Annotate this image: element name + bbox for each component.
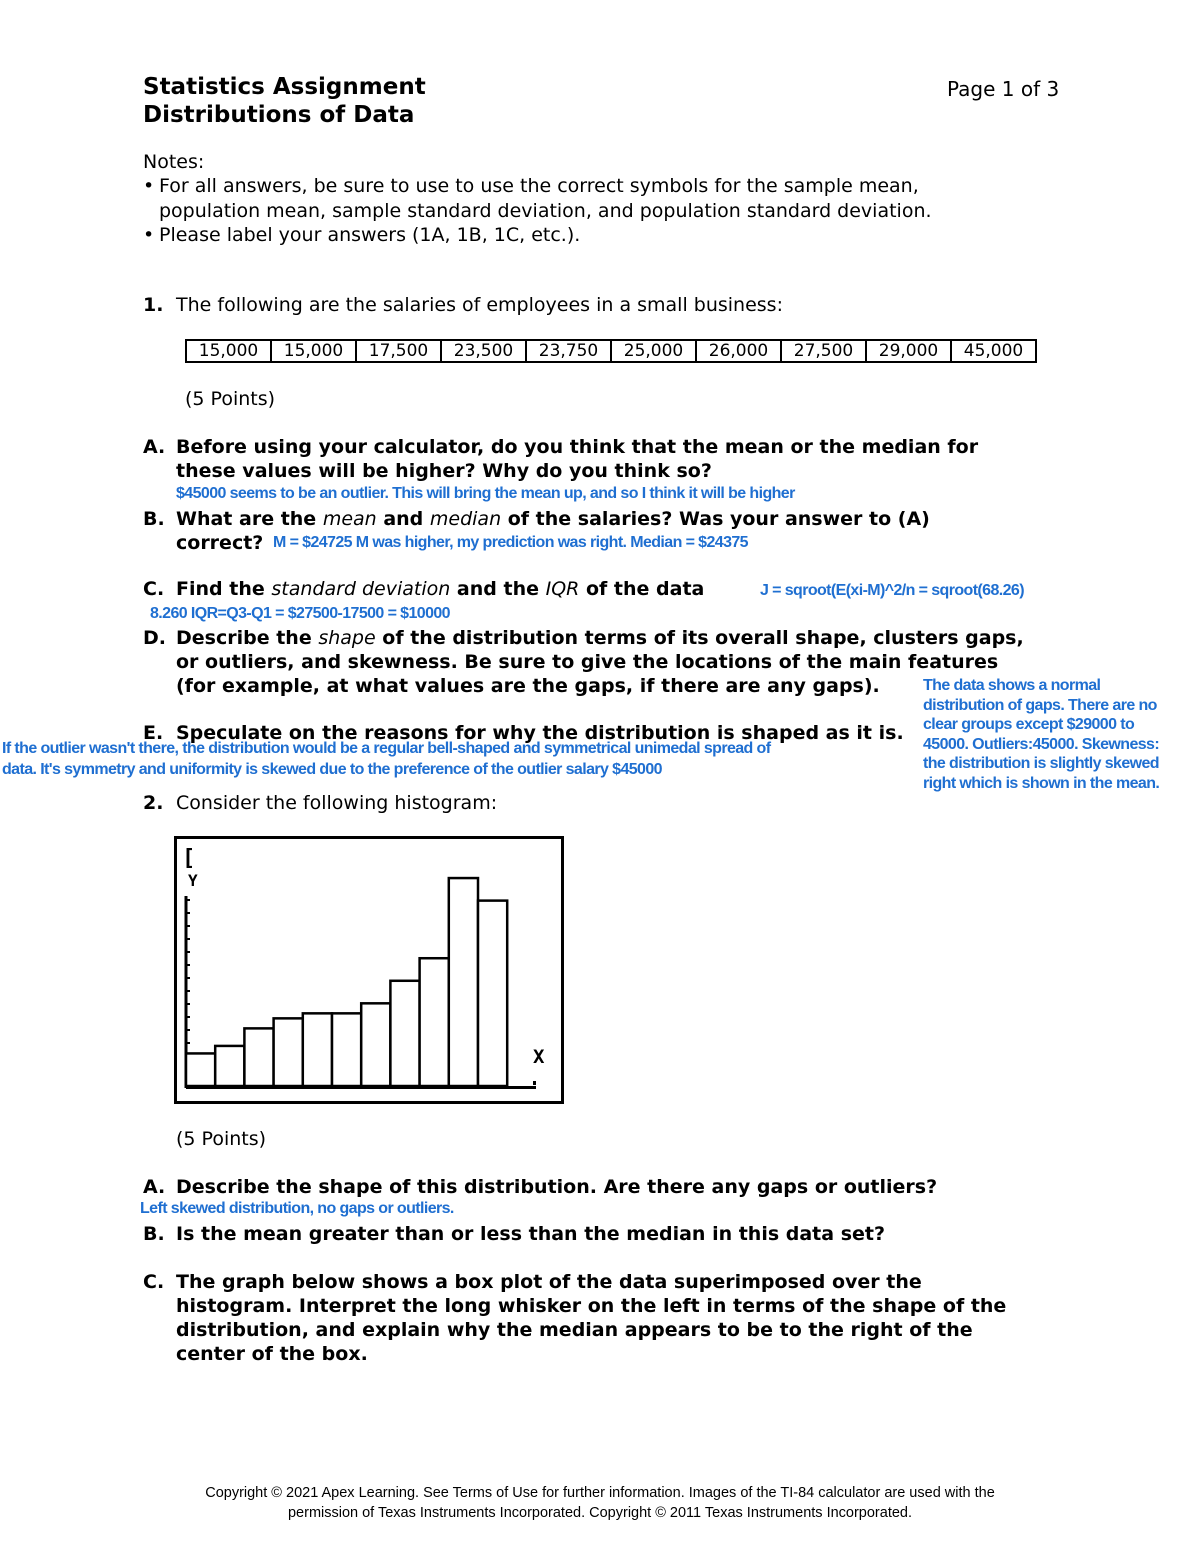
question-2-points: (5 Points) (176, 1128, 267, 1150)
question-2a (143, 1175, 937, 1199)
notes-item-2-text: Please label your answers (1A, 1B, 1C, etc.). (159, 224, 581, 246)
question-1-prompt (143, 293, 783, 318)
question-2b-label: B. (143, 1223, 165, 1245)
answer-1d-line: the distribution is slightly skewed (923, 755, 1159, 772)
question-1b-line-2: correct? (176, 532, 264, 554)
question-2a-label: A. (143, 1176, 166, 1198)
copyright-line-2: permission of Texas Instruments Incorporated. Copyright © 2011 Texas Instruments Incorporated. (287, 1505, 913, 1521)
answer-1d-line: right which is shown in the mean. (923, 774, 1160, 792)
question-1c-pre: Find the (176, 578, 272, 600)
histogram-bar (186, 1053, 215, 1086)
histogram-bar (390, 981, 419, 1086)
answer-1e-line-2: data. It's symmetry and uniformity is skewed due to the preference of the outlier salary $45000 (2, 761, 662, 778)
table-row (186, 340, 1036, 362)
question-1d-line-3: (for example, at what values are the gaps, if there are any gaps). (176, 675, 880, 697)
answer-1e-line-1: If the outlier wasn't there, the distribution would be a regular bell-shaped and symmetrical unimedal spread of (2, 740, 771, 757)
salary-cell: 29,000 (866, 340, 951, 362)
question-2c (143, 1270, 922, 1294)
question-1d (143, 626, 1024, 650)
question-1b-post: of the salaries? Was your answer to (A) (501, 508, 930, 530)
question-1b (143, 507, 930, 531)
histogram-bar (332, 1013, 361, 1086)
question-1b-pre: What are the (176, 508, 323, 530)
answer-1d-line: The data shows a normal (923, 677, 1101, 694)
salary-cell: 45,000 (951, 340, 1036, 362)
question-1a-label: A. (143, 436, 166, 458)
page-number: Page 1 of 3 (947, 77, 1060, 101)
question-1a-line-1: Before using your calculator, do you think that the mean or the median for (176, 436, 979, 458)
salary-cell: 15,000 (271, 340, 356, 362)
answer-2a: Left skewed distribution, no gaps or outliers. (140, 1200, 454, 1217)
cursor-dot (533, 1081, 536, 1085)
bullet: • (143, 175, 155, 197)
assignment-title: Statistics Assignment (143, 74, 426, 100)
x-axis-label: X (533, 1046, 545, 1068)
answer-1c-line-1: J = sqroot(E(xi-M)^2/n = sqroot(68.26) (760, 582, 1024, 599)
bullet: • (143, 224, 155, 246)
question-1d-pre: Describe the (176, 627, 319, 649)
question-1b-median: median (429, 508, 502, 530)
question-1-text: The following are the salaries of employees in a small business: (176, 294, 783, 316)
y-axis-bracket: [ (182, 846, 196, 871)
question-2c-line-3: distribution, and explain why the median appears to be to the right of the (176, 1319, 973, 1341)
histogram-bar (361, 1003, 390, 1086)
histogram-bar (244, 1028, 273, 1086)
answer-1d (923, 676, 1159, 793)
question-1a-line-2: these values will be higher? Why do you think so? (176, 460, 712, 482)
question-1c-iqr: IQR (545, 578, 580, 600)
answer-1d-line: 45000. Outliers:45000. Skewness: (923, 735, 1160, 753)
question-2c-line-2: histogram. Interpret the long whisker on the left in terms of the shape of the (176, 1295, 1007, 1317)
question-1c (143, 577, 704, 601)
question-1a (143, 435, 978, 459)
question-1e-label: E. (143, 722, 164, 744)
question-1c-label: C. (143, 578, 165, 600)
copyright-footer (0, 1483, 1200, 1523)
histogram-chart (174, 836, 564, 1104)
salary-cell: 23,750 (526, 340, 611, 362)
question-1c-post: of the data (579, 578, 705, 600)
notes-item-1-line-2: population mean, sample standard deviation, and population standard deviation. (159, 200, 932, 222)
salary-cell: 25,000 (611, 340, 696, 362)
salary-cell: 26,000 (696, 340, 781, 362)
question-2c-label: C. (143, 1271, 165, 1293)
assignment-subtitle: Distributions of Data (143, 102, 415, 128)
salary-cell: 23,500 (441, 340, 526, 362)
notes-item-2 (143, 223, 580, 248)
question-1b-label: B. (143, 508, 165, 530)
question-1b-and: and (376, 508, 430, 530)
question-1c-sd: standard deviation (271, 578, 451, 600)
question-2b (143, 1222, 885, 1246)
question-1-points: (5 Points) (185, 388, 276, 410)
question-2c-line-1: The graph below shows a box plot of the data superimposed over the (176, 1271, 922, 1293)
question-2-text: Consider the following histogram: (176, 792, 498, 814)
question-1b-mean: mean (322, 508, 377, 530)
question-2a-text: Describe the shape of this distribution. Are there any gaps or outliers? (176, 1176, 938, 1198)
question-1d-line-2: or outliers, and skewness. Be sure to give the locations of the main features (176, 651, 999, 673)
notes-heading: Notes: (143, 151, 205, 173)
answer-1d-line: clear groups except $29000 to (923, 716, 1135, 733)
question-1e-text: Speculate on the reasons for why the distribution is shaped as it is. (176, 722, 904, 744)
copyright-line-1: Copyright © 2021 Apex Learning. See Terms of Use for further information. Images of the TI-84 calculator are used with the (205, 1485, 995, 1501)
salary-cell: 17,500 (356, 340, 441, 362)
question-1d-label: D. (143, 627, 166, 649)
question-1d-post: of the distribution terms of its overall shape, clusters gaps, (375, 627, 1024, 649)
notes-item-1-line-1: For all answers, be sure to use to use the correct symbols for the sample mean, (159, 175, 919, 197)
answer-1c-line-2: 8.260 IQR=Q3-Q1 = $27500-17500 = $10000 (150, 605, 450, 622)
salary-cell: 15,000 (186, 340, 271, 362)
question-2-number: 2. (143, 792, 164, 814)
histogram-bar (274, 1018, 303, 1086)
question-2-prompt (143, 791, 497, 816)
salary-cell: 27,500 (781, 340, 866, 362)
question-2b-text: Is the mean greater than or less than the median in this data set? (176, 1223, 886, 1245)
question-1d-shape: shape (318, 627, 376, 649)
y-axis-label: Y (188, 871, 198, 890)
histogram-bar (215, 1046, 244, 1086)
salary-table (185, 339, 1037, 363)
notes-item-1 (143, 174, 919, 199)
histogram-bar (449, 878, 478, 1086)
answer-1a: $45000 seems to be an outlier. This will bring the mean up, and so I think it will be higher (176, 485, 795, 502)
histogram-bar (420, 958, 449, 1086)
question-1-number: 1. (143, 294, 164, 316)
answer-1b: M = $24725 M was higher, my prediction was right. Median = $24375 (273, 534, 748, 551)
histogram-bar (303, 1013, 332, 1086)
question-2c-line-4: center of the box. (176, 1343, 368, 1365)
question-1c-and: and the (450, 578, 546, 600)
histogram-bar (478, 901, 507, 1086)
answer-1d-line: distribution of gaps. There are no (923, 696, 1157, 714)
